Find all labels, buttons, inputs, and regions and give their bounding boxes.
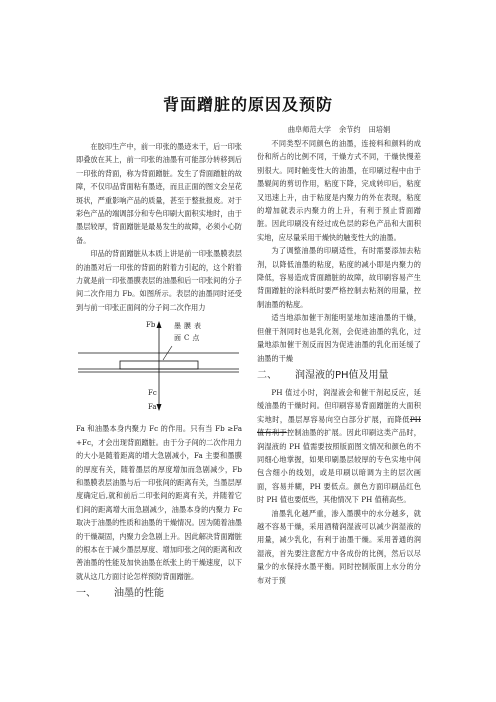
struck-text: PH 值有利于	[257, 414, 421, 438]
fb-label: Fb	[146, 321, 156, 330]
paragraph: 不同类型不同颜色的油墨，连接料和颜料的成份和所占的比例不同，干燥方式不同，干燥快慢差别很大。同时触变性大的油墨，在印刷过程中由于墨辊间的剪切作用，粘度下降，完成转印后，粘度又迅速上升，由于粘度是内聚力的外在表现，粘度的增加就表示内聚力的上升，有利于预止背面蹭脏。因此印刷没有经过成色层的彩色产品和大面积实地，应尽量采用干燥快的触变性大的油墨。	[257, 139, 421, 242]
section-title: 油墨的性能	[114, 588, 164, 600]
paragraph	[257, 386, 421, 507]
c-point-label: 墨膜表面C点	[174, 322, 204, 343]
author-affiliation: 曲阜师范大学	[287, 125, 331, 134]
right-column	[257, 124, 421, 587]
author-name: 田培娟	[368, 125, 391, 134]
paragraph: 油墨乳化越严重，渗入墨膜中的水分越多，就越不容易干燥，采用酒精润湿液可以减少润湿液的用量，减少乳化，有利于油墨干燥。采用普通的润湿液，首先要注意配方中各成份的比例，然后以尽量少的水保持水墨平衡。同时控制版面上水分的分布对于预	[257, 508, 421, 585]
force-diagram	[76, 316, 242, 420]
fb-arrowhead	[157, 321, 162, 328]
paragraph: 适当地添加催干剂能明显地加速油墨的干燥，但催干剂同时也是乳化剂，会促进油墨的乳化，过量地添加催干剂反而因为促进油墨的乳化而延缓了油墨的干燥	[257, 313, 421, 363]
fa-label: Fa	[148, 403, 157, 412]
section-heading-2	[257, 367, 421, 385]
paragraph-text: 控制油墨的扩展。因此印刷这类产品时，润湿液的 PH 值需要按照版面图文情况和颜色的不同细心地掌握，如果印刷墨层较厚的专色实地中间包含细小的线划，或是印刷以暗调为主的层次画面，容易并糊，PH 要低点。颜色方面印刷品红色时 PH 值也要低些，其他情况下 PH 值稍高些。	[257, 428, 421, 505]
section-number: 二、	[257, 369, 277, 381]
author-name: 余节约	[338, 125, 361, 134]
author-line	[257, 124, 421, 136]
paragraph: 为了调整油墨的印刷适性，有时需要添加去粘剂，以降低油墨的粘度，粘度的减小即是内聚力的降低，容易造成背面蹭脏的故障，故印刷容易产生背面蹭脏的涂料纸时要严格控制去粘剂的用量，控制油墨的粘度。	[257, 246, 421, 309]
paragraph-text: PH 值过小时，润湿液会和催干剂起反应，延缓油墨的干燥时间。但印刷容易背面蹭脏的大面积实地时，墨层厚容易向空白部分扩展，而降低	[257, 387, 421, 424]
section-heading-1	[76, 585, 242, 603]
fc-label: Fc	[148, 389, 157, 398]
left-column	[76, 140, 242, 604]
fa-arrowhead	[157, 404, 162, 411]
paragraph: 印品的背面蹭脏从本质上讲是前一印张墨膜表层的油墨对后一印张的背面的附着力引起的，这个附着力就是前一印张墨膜表层的油墨和后一印张间的分子间二次作用力 Fb。如图所示。表层的油墨同时还受到与前一印张正面间的分子间二次作用力	[76, 249, 242, 312]
section-title: 润湿液的PH值及用量	[295, 369, 389, 381]
paragraph: Fa 和油墨本身内聚力 Fc 的作用。只有当 Fb ≥Fa+Fc，才会出现背面蹭脏。由于分子间的二次作用力的大小是随着距离的增大急剧减小，Fa 主要和墨膜的厚度有关，随着墨层的厚度增加而急剧减少，Fb 和墨膜表层油墨与后一印张间的距离有关，当墨层厚度确定后,就和前后二印张间的距离有关，并随着它们间的距离增大而急剧减少，油墨本身的内聚力 Fc 取决于油墨的性质和油墨的干燥情况。因为随着油墨的干燥凝固，内聚力会急剧上升。因此解决背面蹭脏的根本在于减少墨层厚度、增加印张之间的距离和改善油墨的性能及加快油墨在纸张上的干燥速度，以下就从这几方面讨论怎样预防背面蹭脏。	[76, 424, 242, 581]
section-number: 一、	[76, 588, 96, 600]
paragraph: 在胶印生产中，前一印张的墨迹未干，后一印张即叠放在其上，前一印张的油墨有可能部分转移到后一印张的背面，称为背面蹭脏。发生了背面蹭脏的故障，不仅印品背面粘有墨迹，而且正面的图文会呈花斑状，严重影响产品的质量，甚至于整批报废。对于彩色产品的端调部分和专色印刷大面积实地时，由于墨层较厚，背面蹭脏是最易发生的故障，必须小心防备。	[76, 142, 242, 245]
force-diagram-graphic	[76, 316, 242, 420]
page-title: 背面蹭脏的原因及预防	[162, 95, 333, 114]
